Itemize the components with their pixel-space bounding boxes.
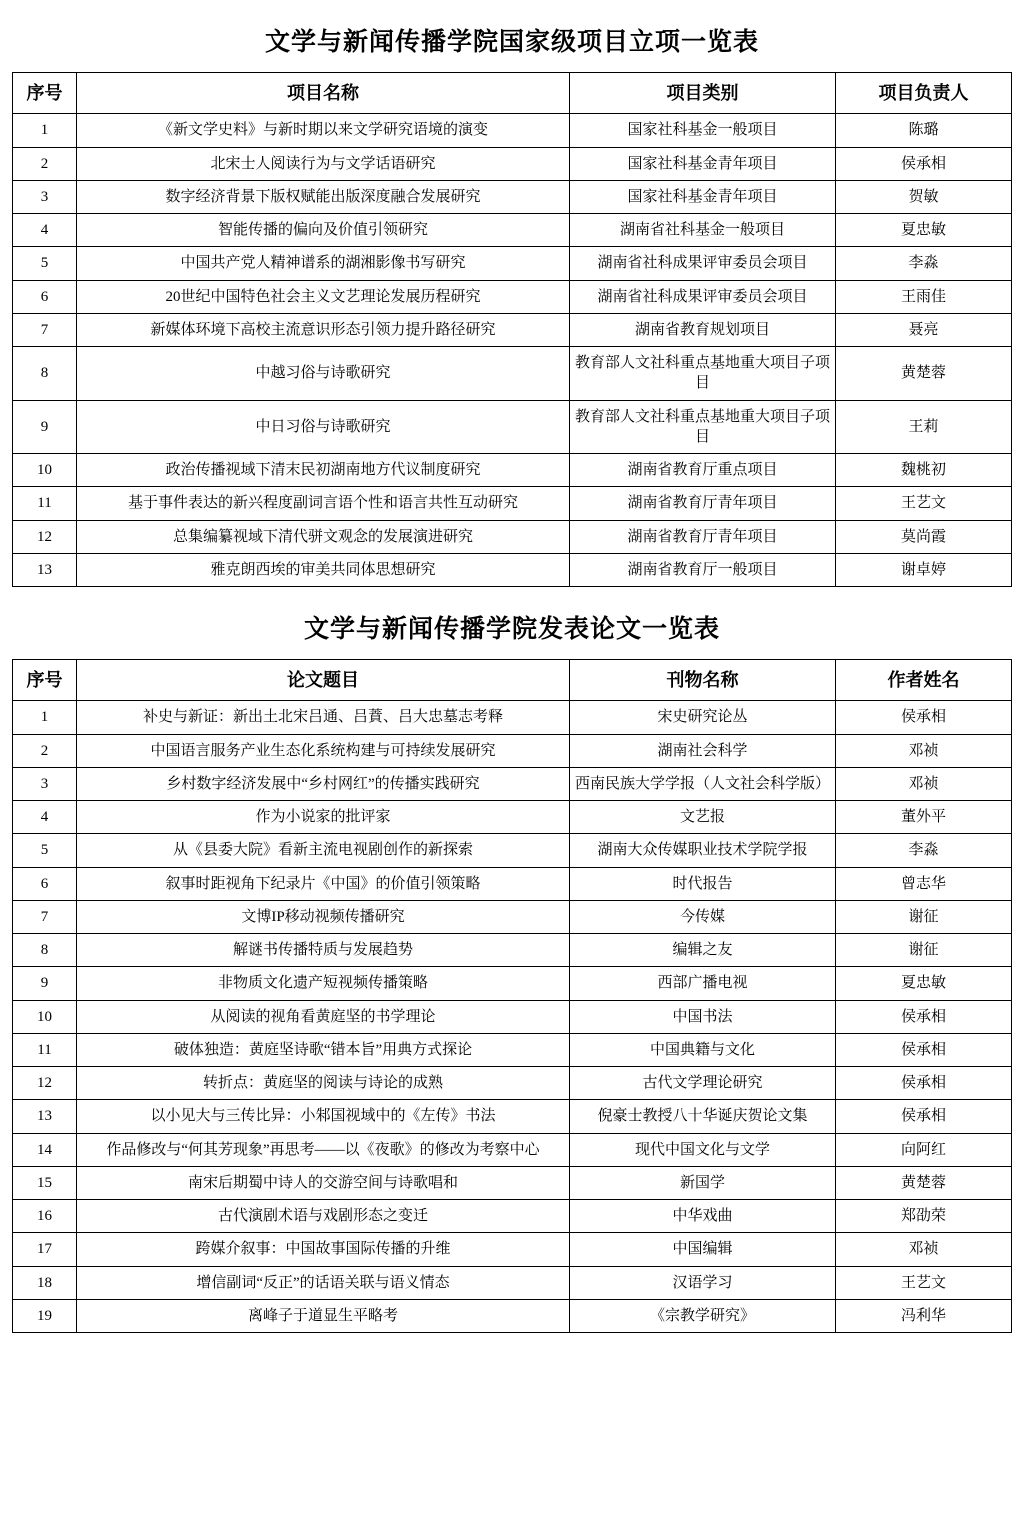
table-row	[13, 701, 1012, 734]
cell-paper-title: 离峰子于道显生平略考	[77, 1299, 570, 1332]
cell-project-category: 湖南省教育厅青年项目	[570, 487, 836, 520]
cell-paper-title: 转折点：黄庭坚的阅读与诗论的成熟	[77, 1067, 570, 1100]
cell-seq: 7	[13, 313, 77, 346]
cell-project-category: 湖南省教育厅青年项目	[570, 520, 836, 553]
cell-author-name: 邓祯	[836, 767, 1012, 800]
page-title-projects: 文学与新闻传播学院国家级项目立项一览表	[264, 29, 759, 56]
column-header-project-leader: 项目负责人	[836, 73, 1012, 114]
cell-journal-name: 今传媒	[570, 900, 836, 933]
column-header-seq: 序号	[13, 73, 77, 114]
table-row	[13, 767, 1012, 800]
table-row	[13, 347, 1012, 401]
cell-project-leader: 陈璐	[836, 114, 1012, 147]
table-row	[13, 180, 1012, 213]
cell-project-leader: 谢卓婷	[836, 553, 1012, 586]
cell-seq: 5	[13, 834, 77, 867]
page-title-papers: 文学与新闻传播学院发表论文一览表	[303, 616, 720, 644]
cell-seq: 8	[13, 347, 77, 401]
cell-seq: 19	[13, 1299, 77, 1332]
cell-seq: 17	[13, 1233, 77, 1266]
cell-seq: 13	[13, 1100, 77, 1133]
cell-author-name: 谢征	[836, 900, 1012, 933]
table-row	[13, 834, 1012, 867]
cell-seq: 16	[13, 1200, 77, 1233]
cell-project-name: 数字经济背景下版权赋能出版深度融合发展研究	[77, 180, 570, 213]
cell-journal-name: 西南民族大学学报（人文社会科学版）	[570, 767, 836, 800]
cell-journal-name: 文艺报	[570, 801, 836, 834]
projects-table	[12, 72, 1012, 587]
cell-journal-name: 编辑之友	[570, 934, 836, 967]
cell-author-name: 黄楚蓉	[836, 1166, 1012, 1199]
cell-seq: 13	[13, 553, 77, 586]
cell-paper-title: 破体独造：黄庭坚诗歌“错本旨”用典方式探论	[77, 1033, 570, 1066]
table-row	[13, 313, 1012, 346]
cell-seq: 11	[13, 1033, 77, 1066]
column-header-paper-title: 论文题目	[77, 660, 570, 701]
cell-project-leader: 王雨佳	[836, 280, 1012, 313]
cell-seq: 1	[13, 701, 77, 734]
cell-paper-title: 文博IP移动视频传播研究	[77, 900, 570, 933]
table-row	[13, 934, 1012, 967]
cell-paper-title: 跨媒介叙事：中国故事国际传播的升维	[77, 1233, 570, 1266]
cell-journal-name: 时代报告	[570, 867, 836, 900]
cell-seq: 7	[13, 900, 77, 933]
table-row	[13, 214, 1012, 247]
cell-paper-title: 增信副词“反正”的话语关联与语义情态	[77, 1266, 570, 1299]
table-row	[13, 867, 1012, 900]
cell-project-name: 总集编纂视域下清代骈文观念的发展演进研究	[77, 520, 570, 553]
cell-journal-name: 倪豪士教授八十华诞庆贺论文集	[570, 1100, 836, 1133]
table-row	[13, 520, 1012, 553]
cell-author-name: 向阿红	[836, 1133, 1012, 1166]
cell-journal-name: 汉语学习	[570, 1266, 836, 1299]
cell-seq: 2	[13, 734, 77, 767]
cell-journal-name: 西部广播电视	[570, 967, 836, 1000]
cell-paper-title: 南宋后期蜀中诗人的交游空间与诗歌唱和	[77, 1166, 570, 1199]
cell-seq: 6	[13, 280, 77, 313]
table-row	[13, 967, 1012, 1000]
table-row	[13, 1000, 1012, 1033]
cell-project-name: 中国共产党人精神谱系的湖湘影像书写研究	[77, 247, 570, 280]
column-header-project-category: 项目类别	[570, 73, 836, 114]
cell-project-name: 新媒体环境下高校主流意识形态引领力提升路径研究	[77, 313, 570, 346]
table-row	[13, 1266, 1012, 1299]
cell-seq: 18	[13, 1266, 77, 1299]
cell-seq: 14	[13, 1133, 77, 1166]
cell-project-category: 湖南省社科成果评审委员会项目	[570, 280, 836, 313]
cell-paper-title: 解谜书传播特质与发展趋势	[77, 934, 570, 967]
cell-seq: 5	[13, 247, 77, 280]
cell-journal-name: 湖南社会科学	[570, 734, 836, 767]
column-header-journal-name: 刊物名称	[570, 660, 836, 701]
cell-author-name: 郑劭荣	[836, 1200, 1012, 1233]
cell-paper-title: 叙事时距视角下纪录片《中国》的价值引领策略	[77, 867, 570, 900]
table-row	[13, 553, 1012, 586]
cell-project-category: 湖南省教育厅重点项目	[570, 454, 836, 487]
cell-seq: 10	[13, 1000, 77, 1033]
cell-project-category: 国家社科基金青年项目	[570, 147, 836, 180]
cell-seq: 12	[13, 520, 77, 553]
cell-journal-name: 中国编辑	[570, 1233, 836, 1266]
cell-project-leader: 聂亮	[836, 313, 1012, 346]
table-row	[13, 487, 1012, 520]
table-row	[13, 280, 1012, 313]
cell-paper-title: 从阅读的视角看黄庭坚的书学理论	[77, 1000, 570, 1033]
cell-journal-name: 现代中国文化与文学	[570, 1133, 836, 1166]
cell-seq: 8	[13, 934, 77, 967]
cell-project-category: 教育部人文社科重点基地重大项目子项目	[570, 400, 836, 454]
cell-author-name: 李淼	[836, 834, 1012, 867]
cell-seq: 9	[13, 400, 77, 454]
cell-seq: 15	[13, 1166, 77, 1199]
table-row	[13, 734, 1012, 767]
table-row	[13, 1233, 1012, 1266]
cell-seq: 6	[13, 867, 77, 900]
cell-author-name: 王艺文	[836, 1266, 1012, 1299]
cell-journal-name: 古代文学理论研究	[570, 1067, 836, 1100]
cell-author-name: 侯承相	[836, 1067, 1012, 1100]
cell-paper-title: 中国语言服务产业生态化系统构建与可持续发展研究	[77, 734, 570, 767]
cell-seq: 9	[13, 967, 77, 1000]
cell-journal-name: 中华戏曲	[570, 1200, 836, 1233]
column-header-author-name: 作者姓名	[836, 660, 1012, 701]
table-row	[13, 1067, 1012, 1100]
cell-paper-title: 作为小说家的批评家	[77, 801, 570, 834]
table-header-row	[13, 73, 1012, 114]
cell-seq: 4	[13, 801, 77, 834]
cell-project-leader: 黄楚蓉	[836, 347, 1012, 401]
table-row	[13, 900, 1012, 933]
table-row	[13, 147, 1012, 180]
cell-journal-name: 《宗教学研究》	[570, 1299, 836, 1332]
cell-project-leader: 李淼	[836, 247, 1012, 280]
cell-journal-name: 中国书法	[570, 1000, 836, 1033]
cell-project-name: 基于事件表达的新兴程度副词言语个性和语言共性互动研究	[77, 487, 570, 520]
table-row	[13, 1100, 1012, 1133]
table-row	[13, 1133, 1012, 1166]
cell-seq: 4	[13, 214, 77, 247]
cell-paper-title: 补史与新证：新出土北宋吕通、吕蕡、吕大忠墓志考释	[77, 701, 570, 734]
cell-seq: 3	[13, 767, 77, 800]
table-row	[13, 454, 1012, 487]
cell-author-name: 侯承相	[836, 1000, 1012, 1033]
cell-paper-title: 乡村数字经济发展中“乡村网红”的传播实践研究	[77, 767, 570, 800]
cell-seq: 3	[13, 180, 77, 213]
cell-journal-name: 新国学	[570, 1166, 836, 1199]
cell-project-name: 《新文学史料》与新时期以来文学研究语境的演变	[77, 114, 570, 147]
cell-project-category: 湖南省社科基金一般项目	[570, 214, 836, 247]
cell-journal-name: 中国典籍与文化	[570, 1033, 836, 1066]
cell-project-leader: 侯承相	[836, 147, 1012, 180]
cell-paper-title: 作品修改与“何其芳现象”再思考——以《夜歌》的修改为考察中心	[77, 1133, 570, 1166]
table-row	[13, 801, 1012, 834]
cell-seq: 11	[13, 487, 77, 520]
cell-author-name: 侯承相	[836, 1033, 1012, 1066]
column-header-project-name: 项目名称	[77, 73, 570, 114]
cell-seq: 2	[13, 147, 77, 180]
cell-project-name: 中越习俗与诗歌研究	[77, 347, 570, 401]
column-header-seq: 序号	[13, 660, 77, 701]
cell-project-leader: 魏桃初	[836, 454, 1012, 487]
cell-seq: 1	[13, 114, 77, 147]
cell-author-name: 侯承相	[836, 1100, 1012, 1133]
table-header-row	[13, 660, 1012, 701]
cell-project-category: 湖南省教育规划项目	[570, 313, 836, 346]
cell-journal-name: 宋史研究论丛	[570, 701, 836, 734]
cell-project-name: 20世纪中国特色社会主义文艺理论发展历程研究	[77, 280, 570, 313]
cell-paper-title: 非物质文化遗产短视频传播策略	[77, 967, 570, 1000]
cell-paper-title: 从《县委大院》看新主流电视剧创作的新探索	[77, 834, 570, 867]
cell-project-category: 湖南省社科成果评审委员会项目	[570, 247, 836, 280]
table-row	[13, 400, 1012, 454]
cell-project-leader: 夏忠敏	[836, 214, 1012, 247]
cell-paper-title: 古代演剧术语与戏剧形态之变迁	[77, 1200, 570, 1233]
cell-project-name: 政治传播视域下清末民初湖南地方代议制度研究	[77, 454, 570, 487]
table-row	[13, 1299, 1012, 1332]
table-row	[13, 114, 1012, 147]
cell-author-name: 侯承相	[836, 701, 1012, 734]
cell-project-category: 国家社科基金一般项目	[570, 114, 836, 147]
cell-author-name: 谢征	[836, 934, 1012, 967]
cell-author-name: 曾志华	[836, 867, 1012, 900]
table-row	[13, 247, 1012, 280]
cell-seq: 12	[13, 1067, 77, 1100]
cell-author-name: 邓祯	[836, 734, 1012, 767]
cell-project-name: 智能传播的偏向及价值引领研究	[77, 214, 570, 247]
cell-project-name: 北宋士人阅读行为与文学话语研究	[77, 147, 570, 180]
cell-project-leader: 王莉	[836, 400, 1012, 454]
cell-author-name: 董外平	[836, 801, 1012, 834]
table-row	[13, 1166, 1012, 1199]
cell-project-leader: 王艺文	[836, 487, 1012, 520]
cell-project-name: 雅克朗西埃的审美共同体思想研究	[77, 553, 570, 586]
cell-project-name: 中日习俗与诗歌研究	[77, 400, 570, 454]
cell-paper-title: 以小见大与三传比异：小邾国视域中的《左传》书法	[77, 1100, 570, 1133]
cell-project-leader: 莫尚霞	[836, 520, 1012, 553]
cell-project-leader: 贺敏	[836, 180, 1012, 213]
cell-author-name: 冯利华	[836, 1299, 1012, 1332]
cell-author-name: 夏忠敏	[836, 967, 1012, 1000]
table-row	[13, 1033, 1012, 1066]
cell-project-category: 教育部人文社科重点基地重大项目子项目	[570, 347, 836, 401]
cell-project-category: 国家社科基金青年项目	[570, 180, 836, 213]
cell-seq: 10	[13, 454, 77, 487]
table-row	[13, 1200, 1012, 1233]
cell-author-name: 邓祯	[836, 1233, 1012, 1266]
cell-project-category: 湖南省教育厅一般项目	[570, 553, 836, 586]
cell-journal-name: 湖南大众传媒职业技术学院学报	[570, 834, 836, 867]
papers-table	[12, 659, 1012, 1333]
